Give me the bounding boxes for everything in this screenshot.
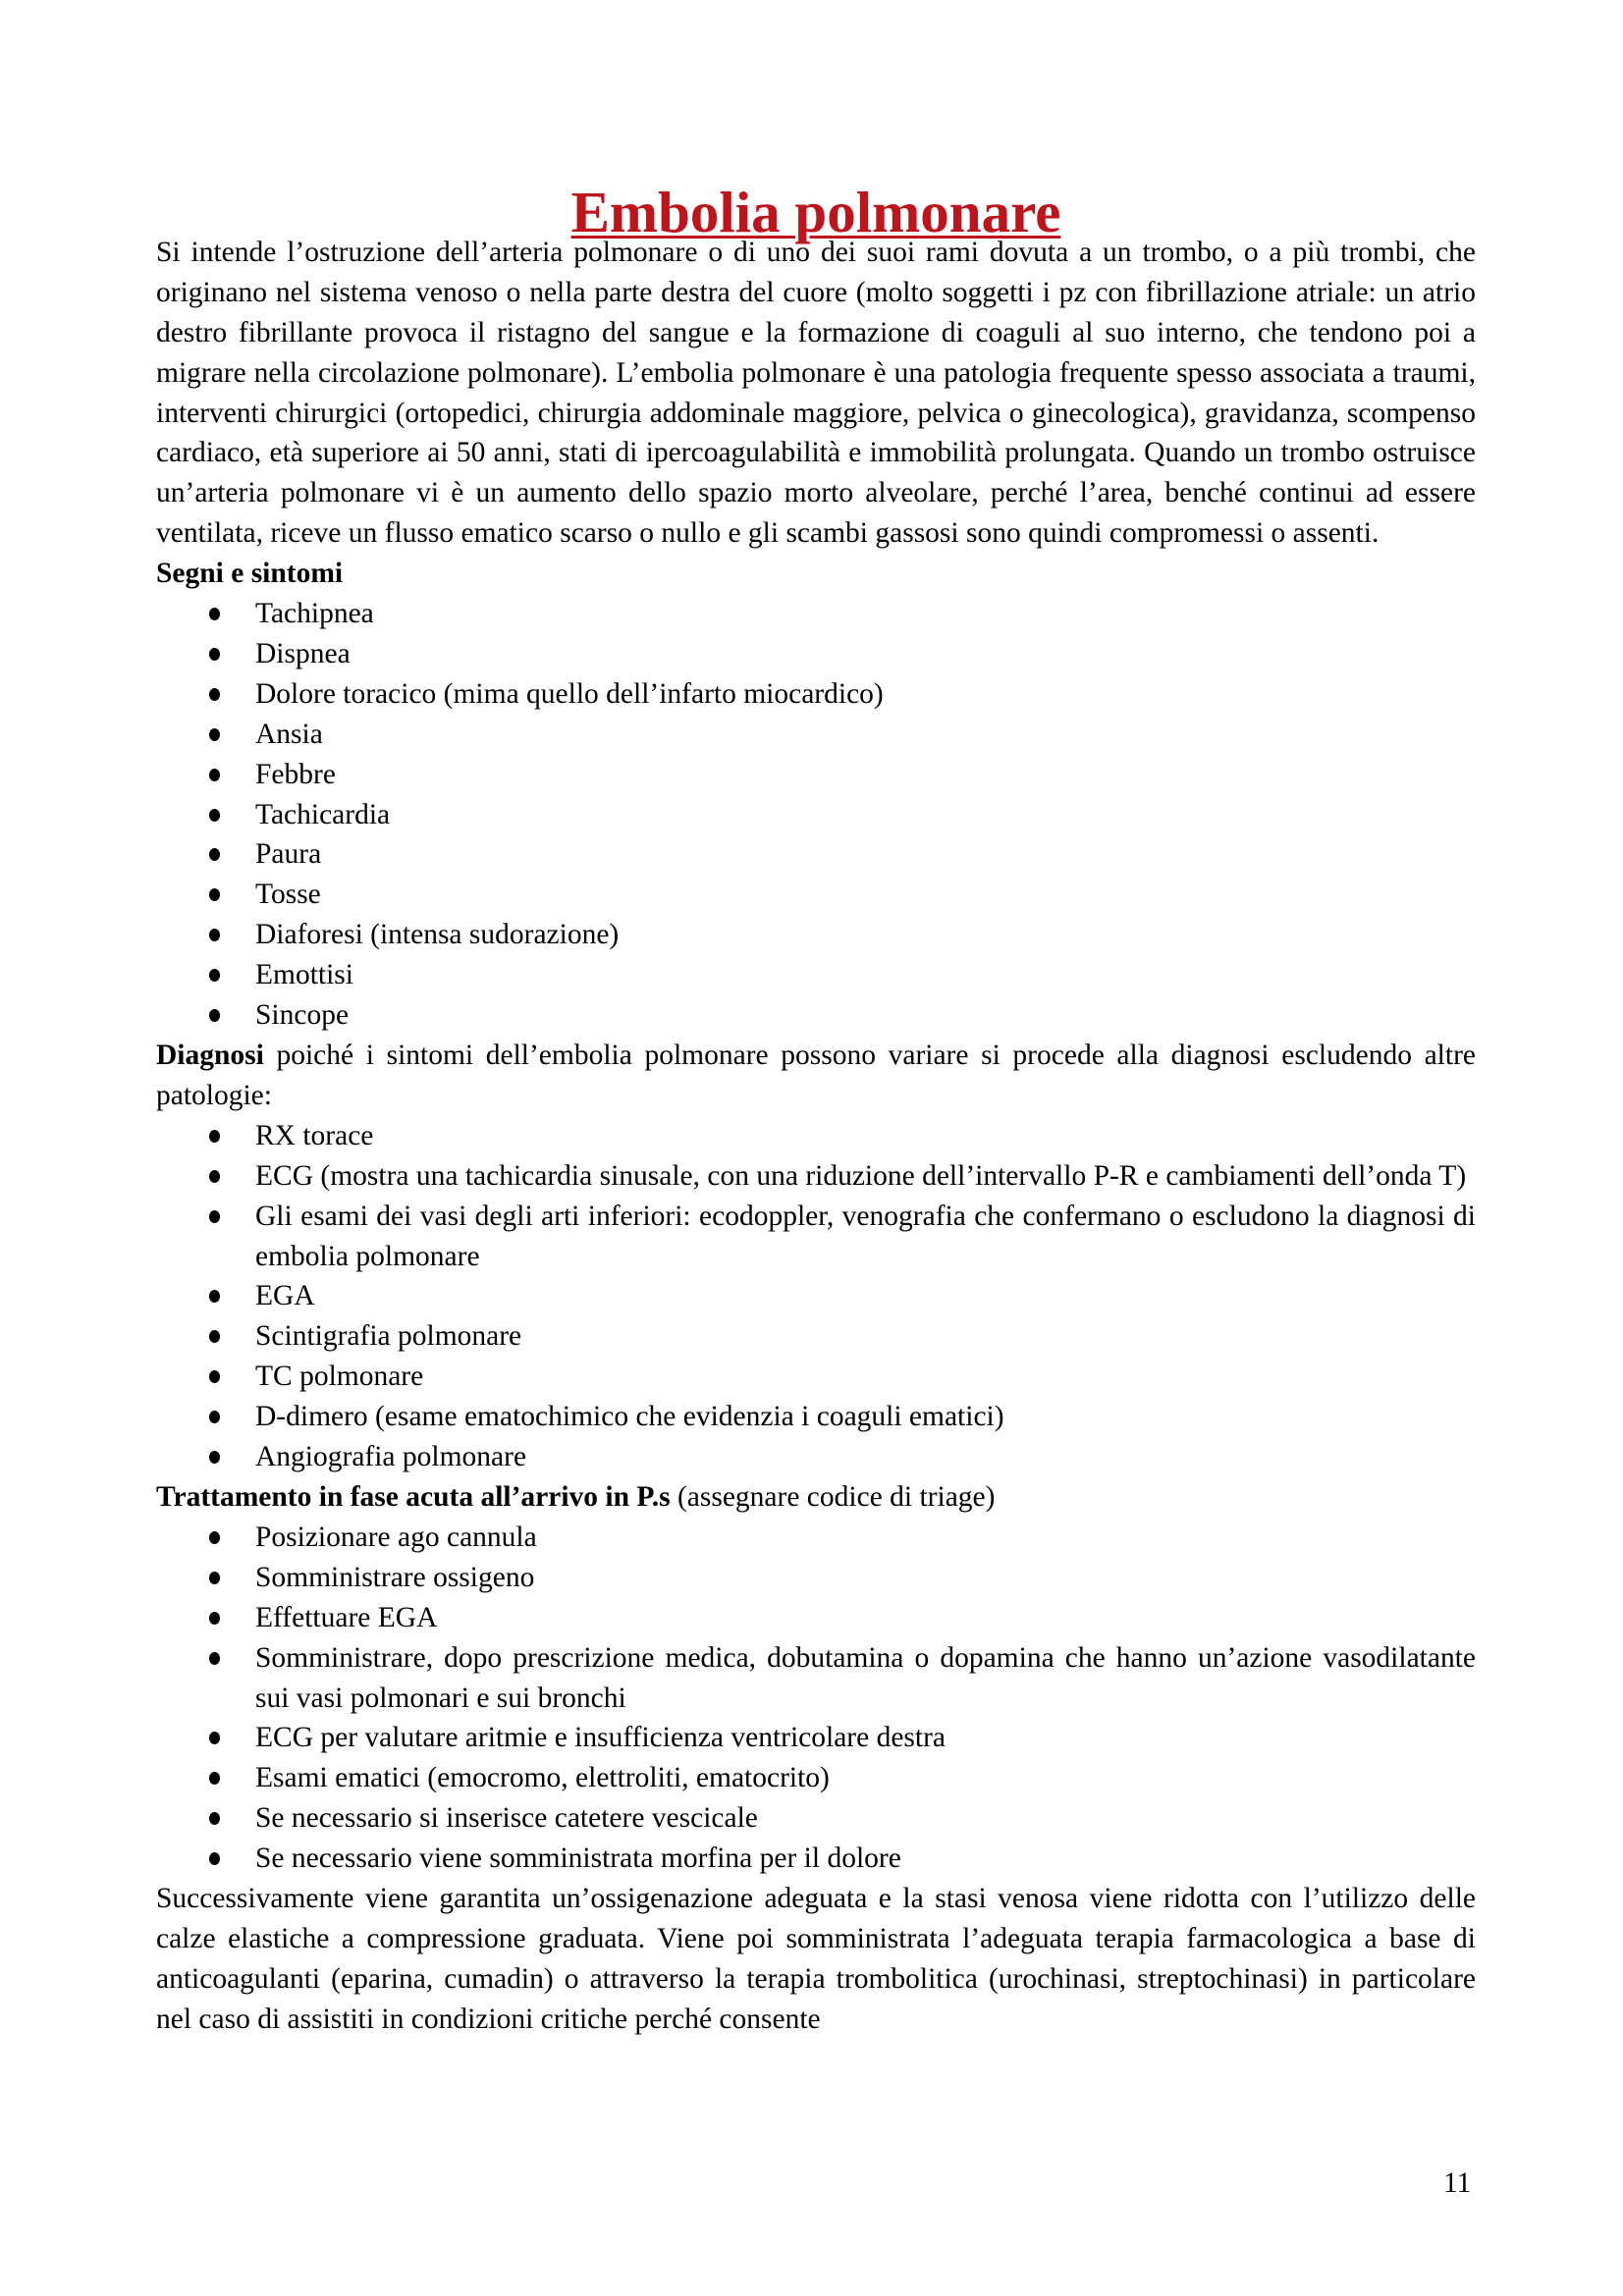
list-item: Tachipnea [156, 594, 1476, 634]
list-item: Febbre [156, 755, 1476, 795]
treatment-note: (assegnare codice di triage) [670, 1480, 996, 1513]
list-item: RX torace [156, 1116, 1476, 1156]
list-item: D-dimero (esame ematochimico che evidenzia i coaguli ematici) [156, 1397, 1476, 1437]
document-title: Embolia polmonare [570, 180, 1061, 244]
list-item: Dispnea [156, 634, 1476, 674]
list-item: Gli esami dei vasi degli arti inferiori: ecodoppler, venografia che confermano o escludono la diagnosi di embolia polmonare [156, 1197, 1476, 1277]
symptoms-list [156, 594, 1476, 1036]
symptoms-heading: Segni e sintomi [156, 558, 344, 590]
list-item: Effettuare EGA [156, 1598, 1476, 1638]
list-item: Esami ematici (emocromo, elettroliti, ematocrito) [156, 1758, 1476, 1798]
intro-paragraph: Si intende l’ostruzione dell’arteria polmonare o di uno dei suoi rami dovuta a un trombo, o a più trombi, che originano nel sistema venoso o nella parte destra del cuore (molto soggetti i pz con fibrillazione atriale: un atrio destro fibrillante provoca il ristagno del sangue e la formazione di coaguli al suo interno, che tendono poi a migrare nella circolazione polmonare). L’embolia polmonare è una patologia frequente spesso associata a traumi, interventi chirurgici (ortopedici, chirurgia addominale maggiore, pelvica o ginecologica), gravidanza, scompenso cardiaco, età superiore ai 50 anni, stati di ipercoagulabilità e immobilità prolungata. Quando un trombo ostruisce un’arteria polmonare vi è un aumento dello spazio morto alveolare, perché l’area, benché continui ad essere ventilata, riceve un flusso ematico scarso o nullo e gli scambi gassosi sono quindi compromessi o assenti. [156, 236, 1476, 550]
diagnosis-list [156, 1116, 1476, 1477]
list-item: ECG per valutare aritmie e insufficienza ventricolare destra [156, 1718, 1476, 1758]
list-item: Angiografia polmonare [156, 1437, 1476, 1477]
list-item: Somministrare, dopo prescrizione medica, dobutamina o dopamina che hanno un’azione vasodilatante sui vasi polmonari e sui bronchi [156, 1638, 1476, 1719]
treatment-paragraph [156, 1477, 1476, 1518]
list-item: Diaforesi (intensa sudorazione) [156, 915, 1476, 955]
list-item: Ansia [156, 715, 1476, 755]
list-item: ECG (mostra una tachicardia sinusale, con una riduzione dell’intervallo P-R e cambiamenti dell’onda T) [156, 1156, 1476, 1197]
treatment-list [156, 1518, 1476, 1879]
list-item: Tosse [156, 875, 1476, 915]
treatment-heading: Trattamento in fase acuta all’arrivo in P.s [156, 1480, 671, 1513]
list-item: Dolore toracico (mima quello dell’infarto miocardico) [156, 674, 1476, 715]
list-item: Posizionare ago cannula [156, 1518, 1476, 1558]
list-item: Paura [156, 834, 1476, 875]
list-item: Sincope [156, 995, 1476, 1036]
list-item: TC polmonare [156, 1357, 1476, 1397]
list-item: Scintigrafia polmonare [156, 1316, 1476, 1357]
list-item: Emottisi [156, 955, 1476, 995]
list-item: Tachicardia [156, 795, 1476, 835]
closing-paragraph: Successivamente viene garantita un’ossigenazione adeguata e la stasi venosa viene ridotta con l’utilizzo delle calze elastiche a compressione graduata. Viene poi somministrata l’adeguata terapia farmacologica a base di anticoagulanti (eparina, cumadin) o attraverso la terapia trombolitica (urochinasi, streptochinasi) in particolare nel caso di assistiti in condizioni critiche perché consente [156, 1883, 1476, 2035]
diagnosis-text: poiché i sintomi dell’embolia polmonare possono variare si procede alla diagnosi escludendo altre patologie: [156, 1040, 1476, 1111]
list-item: Somministrare ossigeno [156, 1558, 1476, 1598]
page-number: 11 [1443, 2167, 1472, 2199]
list-item: Se necessario viene somministrata morfina per il dolore [156, 1839, 1476, 1879]
diagnosis-paragraph [156, 1036, 1476, 1116]
list-item: Se necessario si inserisce catetere vescicale [156, 1798, 1476, 1839]
diagnosis-heading: Diagnosi [156, 1040, 264, 1072]
list-item: EGA [156, 1276, 1476, 1316]
document-page [156, 180, 1476, 2040]
